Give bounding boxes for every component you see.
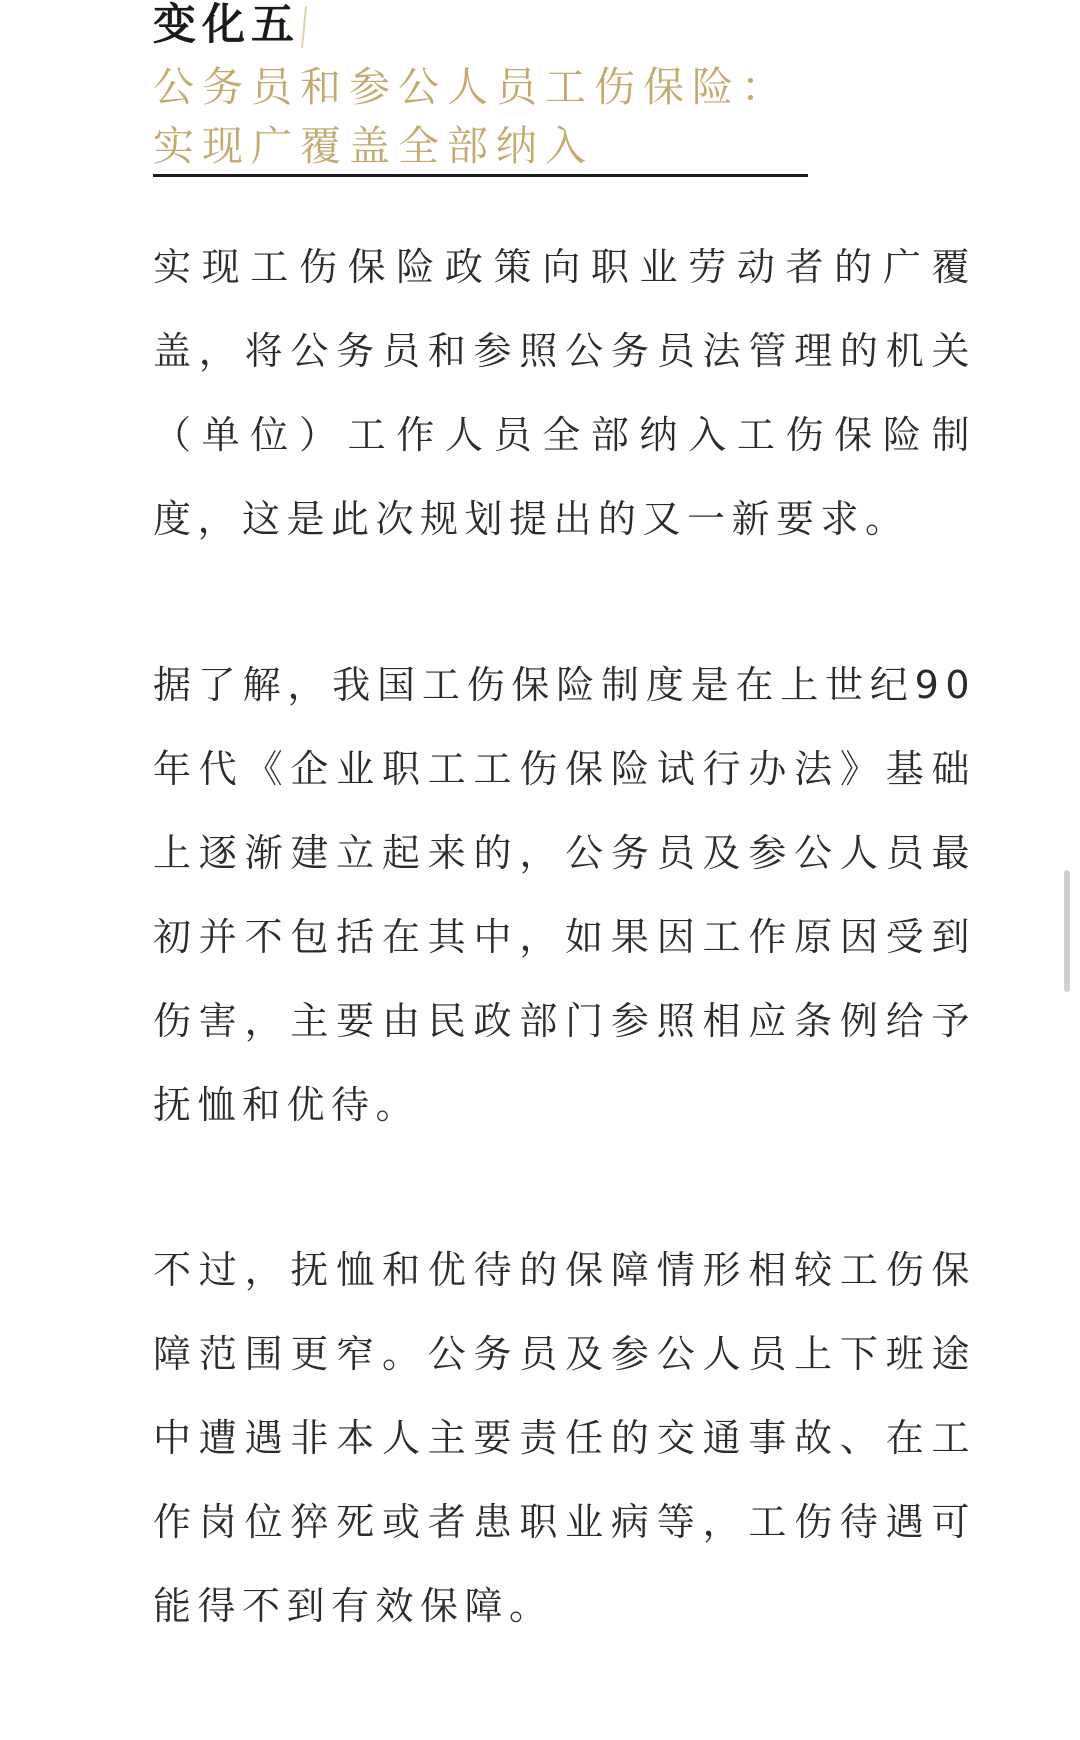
paragraph-1 [153, 225, 976, 561]
paragraph-line: 年代《企业职工工伤保险试行办法》基础 [153, 747, 976, 791]
paragraph-line: 度，这是此次规划提出的又一新要求。 [153, 497, 910, 541]
paragraph-line: 能得不到有效保障。 [153, 1584, 554, 1628]
paragraph-line: 作岗位猝死或者患职业病等，工伤待遇可 [153, 1500, 976, 1544]
paragraph-line: 实现工伤保险政策向职业劳动者的广覆 [153, 245, 976, 289]
paragraph-line: （单位）工作人员全部纳入工伤保险制 [153, 413, 976, 457]
paragraph-line: 抚恤和优待。 [153, 1083, 421, 1127]
section-title [153, 58, 790, 176]
paragraph-line: 盖，将公务员和参照公务员法管理的机关 [153, 329, 976, 373]
paragraph-3 [153, 1228, 976, 1648]
scrollbar[interactable] [1064, 870, 1070, 992]
slash-decoration [301, 6, 307, 48]
paragraph-line: 初并不包括在其中，如果因工作原因受到 [153, 915, 976, 959]
section-title-line: 公务员和参公人员工伤保险： [153, 63, 790, 111]
section-label: 变化五 [153, 0, 300, 50]
section-title-line: 实现广覆盖全部纳入 [153, 122, 594, 170]
paragraph-line: 据了解，我国工伤保险制度是在上世纪90 [153, 663, 976, 707]
paragraph-line: 障范围更窄。公务员及参公人员上下班途 [153, 1332, 976, 1376]
paragraph-line: 中遭遇非本人主要责任的交通事故、在工 [153, 1416, 976, 1460]
paragraph-line: 上逐渐建立起来的，公务员及参公人员最 [153, 831, 976, 875]
section-divider [153, 174, 808, 177]
paragraph-2 [153, 643, 976, 1147]
paragraph-line: 伤害，主要由民政部门参照相应条例给予 [153, 999, 976, 1043]
paragraph-line: 不过，抚恤和优待的保障情形相较工伤保 [153, 1248, 976, 1292]
